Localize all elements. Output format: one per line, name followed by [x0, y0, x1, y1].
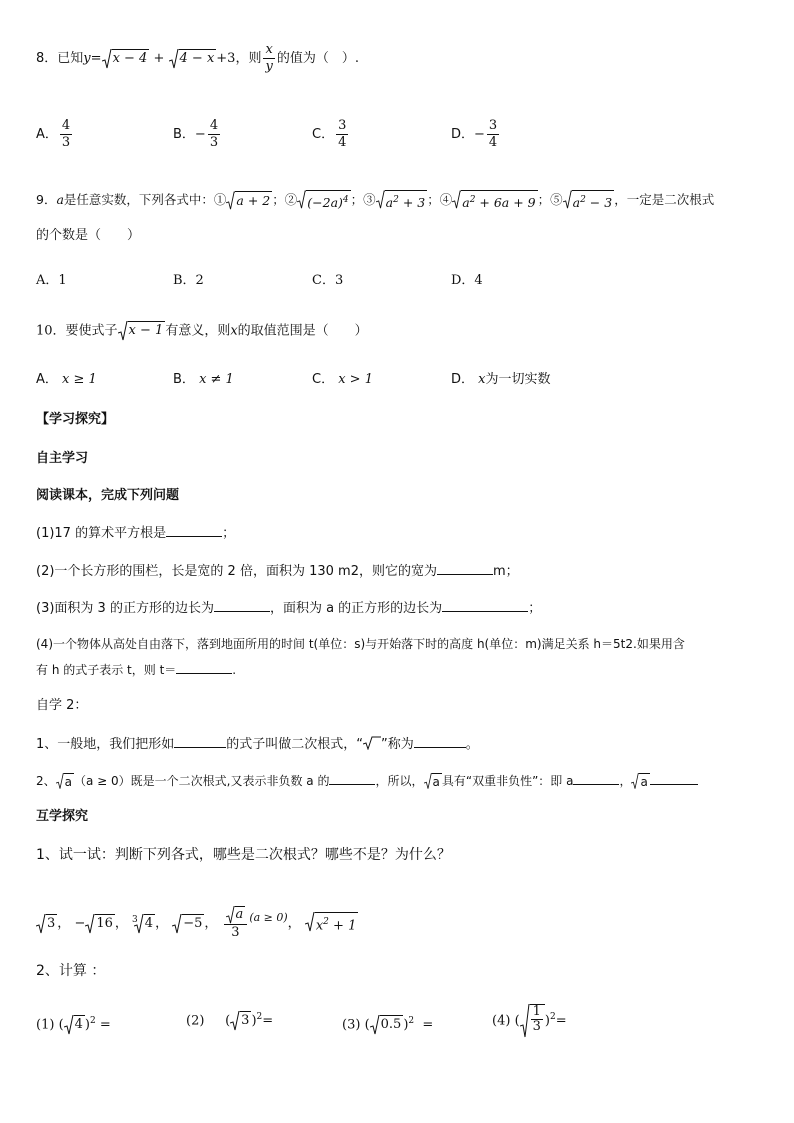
radical: $(-2a)^4$	[297, 190, 350, 211]
radical: a	[631, 773, 649, 790]
fraction: $\frac{1}{3}$	[532, 1004, 541, 1034]
problem-4-line-2: 有 h 的式子表示 t，则 t＝ .	[36, 660, 236, 679]
fraction: $\frac{a}{3}$	[224, 906, 248, 941]
q10-option-c: C． x > 1	[312, 372, 373, 387]
answer-blank[interactable]	[329, 771, 375, 785]
problem-4-line-1: (4)一个物体从高处自由落下，落到地面所用的时间 t(单位：s)与开始落下时的高度 h(单位：m)满足关系 h＝5t2.如果用含	[36, 637, 685, 651]
answer-blank[interactable]	[174, 734, 226, 748]
fraction: $\frac{4}{3}$	[209, 118, 219, 150]
self-study-2: 自学 2：	[36, 698, 88, 713]
radical: 4 − x	[169, 49, 217, 69]
radical: $a^2 + 3$	[376, 190, 428, 211]
radical: a	[226, 906, 246, 924]
q10-option-b: B． x ≠ 1	[173, 372, 234, 387]
question-9: 9．a是任意实数，下列各式中：① a + 2 ；② $(-2a)^4$ ；③ $a^2 + 3$ ；④ $a^2 + 6a + 9$ ；⑤ $a^2 - 3$ ，一定是二次根式	[36, 190, 714, 211]
mutual-item-1: 1、试一试：判断下列各式，哪些是二次根式？哪些不是？为什么？	[36, 847, 451, 863]
fraction: $\frac{3}{4}$	[338, 118, 347, 150]
answer-blank[interactable]	[414, 734, 466, 748]
q10-option-a: A． x ≥ 1	[36, 372, 97, 387]
expression-list: 3 ， − 16 ， $^3$ 4 ， −5 ， $\frac{a}{3}$ $^{(a \ge 0)}$， $x^2 + 1$	[36, 906, 358, 941]
mutual-item-2: 2、计算 ：	[36, 963, 106, 979]
question-10: 10．要使式子 x − 1 有意义，则x的取值范围是（ ）	[36, 321, 368, 341]
cube-root: 4	[134, 914, 155, 934]
radical: −5	[172, 914, 204, 934]
radical: 0.5	[370, 1015, 404, 1035]
q9-option-a: A．1	[36, 273, 67, 288]
q9-option-b: B．2	[173, 273, 204, 288]
radical: 3	[36, 914, 57, 934]
radical: 16	[85, 914, 115, 934]
self-study-2-item-2: 2、 a （a ≥ 0）既是一个二次根式,又表示非负数 a 的 ，所以， a 具有“双重非负性”：即 a ， a	[36, 771, 698, 790]
calc-3: (3) ( 0.5 )$^2$ =	[342, 1012, 433, 1035]
answer-blank[interactable]	[176, 660, 232, 674]
radical: 4	[64, 1015, 85, 1035]
fraction-x-over-y: $\frac{x}{y}$	[265, 42, 273, 74]
radical: x − 4	[102, 49, 150, 69]
radical: $a^2 - 3$	[563, 190, 615, 211]
self-study-2-item-1: 1、一般地，我们把形如 的式子叫做二次根式，“ ”称为 。	[36, 734, 479, 754]
radical: a	[424, 773, 442, 790]
radical: a	[56, 773, 74, 790]
fraction: $\frac{4}{3}$	[61, 118, 71, 150]
q9-option-c: C．3	[312, 273, 344, 288]
radical: x − 1	[118, 321, 166, 341]
answer-blank[interactable]	[650, 771, 698, 785]
fraction: $\frac{3}{4}$	[488, 118, 498, 150]
q10-option-d: D． x为一切实数	[451, 372, 551, 387]
q8-option-b: B．− $\frac{4}{3}$	[173, 118, 219, 150]
mutual-study-heading: 互学探究	[36, 809, 89, 824]
reading-instruction: 阅读课本，完成下列问题	[36, 488, 180, 503]
section-heading: 【学习探究】	[36, 412, 115, 427]
question-8: 8．已知y= x − 4 + 4 − x +3，则 $\frac{x}{y}$ 的值为（ ）.	[36, 42, 359, 74]
radical-sign-icon	[363, 736, 381, 750]
answer-blank[interactable]	[573, 771, 619, 785]
question-9-line-2: 的个数是（ ）	[36, 228, 141, 243]
answer-blank[interactable]	[214, 598, 270, 612]
calc-1: (1) ( 4 )$^2$ =	[36, 1012, 111, 1035]
radical: $a^2 + 6a + 9$	[452, 190, 537, 211]
answer-blank[interactable]	[442, 598, 528, 612]
q9-option-d: D．4	[451, 273, 483, 288]
radical: $x^2 + 1$	[305, 912, 359, 934]
problem-1: (1)17 的算术平方根是 ；	[36, 523, 235, 543]
problem-2: (2)一个长方形的围栏，长是宽的 2 倍，面积为 130 m2，则它的宽为 m；	[36, 561, 519, 581]
answer-blank[interactable]	[437, 561, 493, 575]
problem-3: (3)面积为 3 的正方形的边长为 ，面积为 a 的正方形的边长为 ；	[36, 598, 541, 618]
answer-blank[interactable]	[166, 523, 222, 537]
q8-option-a: A． $\frac{4}{3}$	[36, 118, 71, 150]
self-study-heading: 自主学习	[36, 451, 89, 466]
radical: a + 2	[226, 191, 272, 211]
calc-2: (2) ( 3 )$^2$=	[186, 1008, 273, 1031]
radical: 3	[230, 1011, 251, 1031]
q8-option-c: C． $\frac{3}{4}$	[312, 118, 347, 150]
radical	[520, 1004, 545, 1038]
q8-option-d: D．− $\frac{3}{4}$	[451, 118, 498, 150]
calc-4: (4) ( $\frac{1}{3}$ )$^2$=	[492, 1004, 567, 1038]
